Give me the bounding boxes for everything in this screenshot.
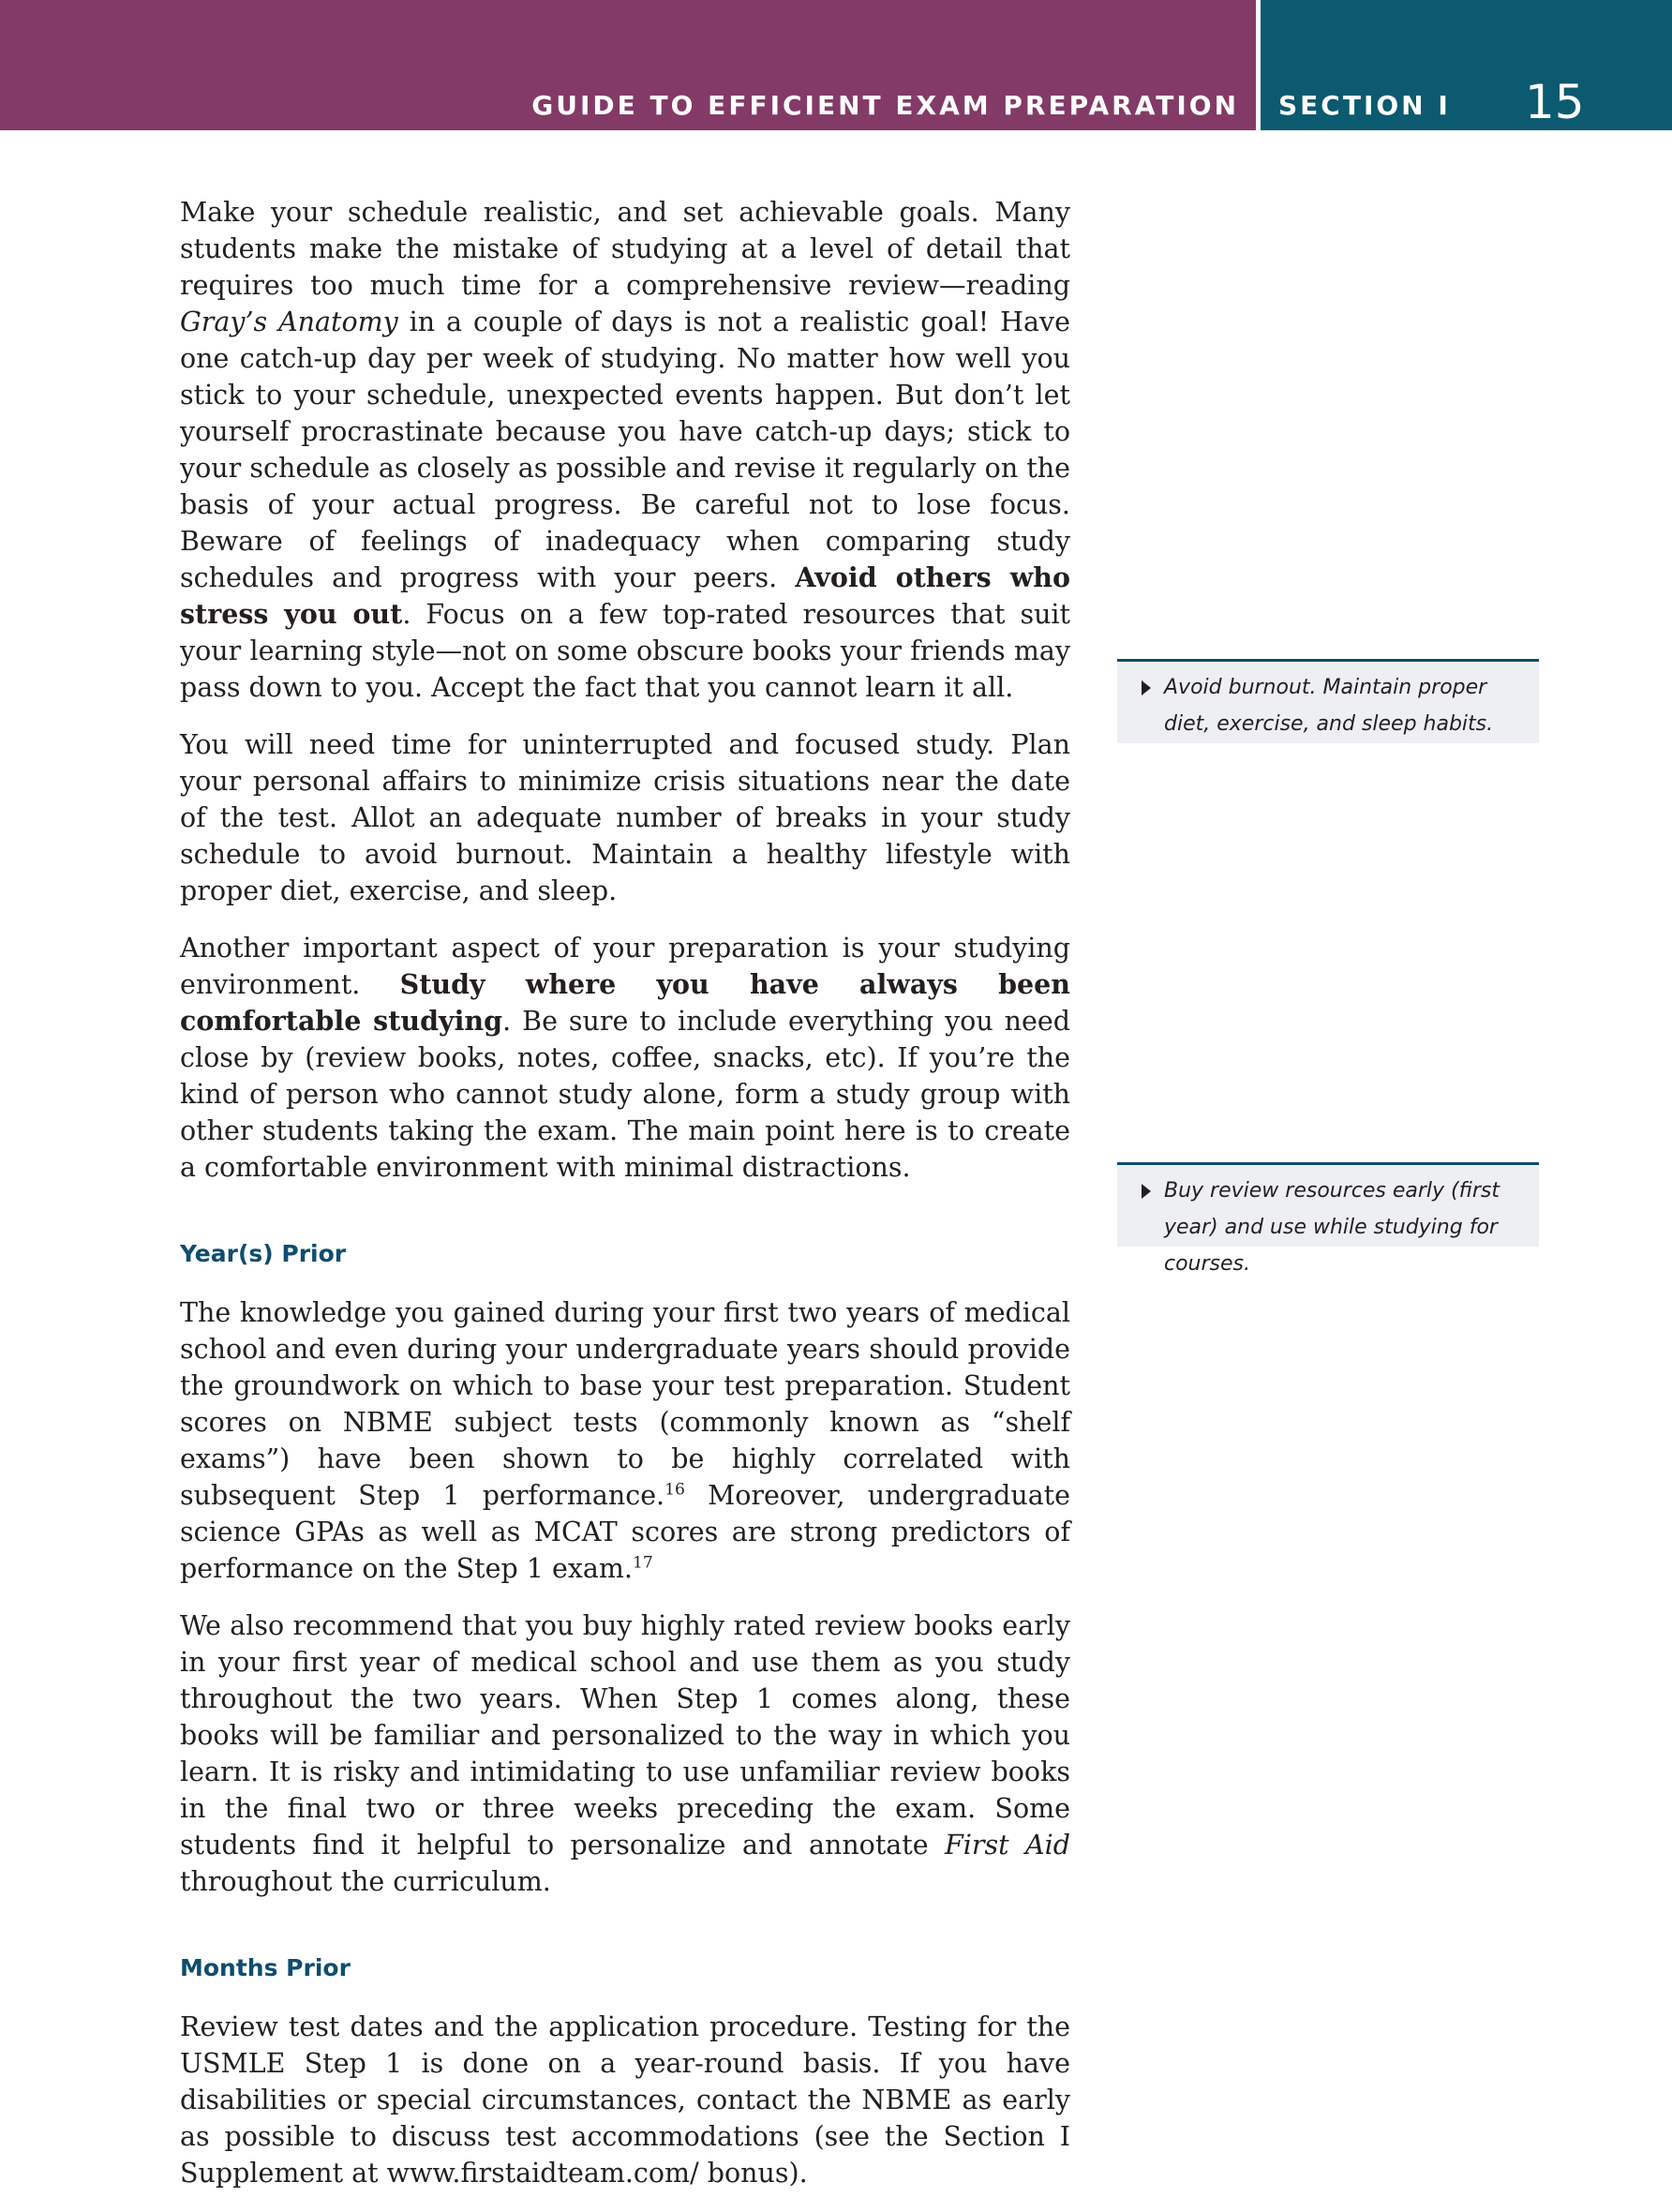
sidenote-avoid-burnout — [1117, 659, 1539, 743]
heading-months-prior: Months Prior — [180, 1954, 351, 1981]
main-text-column — [180, 194, 1070, 2212]
emphasis-avoid-others: Avoid others who stress you out — [180, 561, 1070, 630]
footnote-ref-16: 16 — [664, 1480, 685, 1500]
paragraph-schedule: Make your schedule realistic, and set achievable goals. Many students make the mistake of studying at a level of detail that requires too much time for a comprehensive review—reading Gray’s Anatomy in a couple of days is not a realistic goal! Have one catch-up day per week of studying. No matter how well you stick to your schedule, unexpected events happen. But don’t let yourself procrastinate because you have catch-up days; stick to your schedule as closely as possible and revise it regularly on the basis of your actual progress. Be careful not to lose focus. Beware of feelings of inadequacy when comparing study schedules and progress with your peers. Avoid others who stress you out. Focus on a few top-rated resources that suit your learning style—not on some obscure books your friends may pass down to you. Accept the fact that you cannot learn it all. — [180, 197, 1070, 703]
running-header-title: GUIDE TO EFFICIENT EXAM PREPARATION — [531, 90, 1239, 121]
running-header-section: SECTION I — [1278, 90, 1451, 121]
triangle-bullet-icon — [1142, 1184, 1151, 1199]
paragraph-review-books: We also recommend that you buy highly rated review books early in your first year of medical school and use them as you study throughout the two years. When Step 1 comes along, these books will be familiar and personalized to the way in which you learn. It is risky and intimidating to use unfamiliar review books in the final two or three weeks preceding the exam. Some students find it helpful to personalize and annotate First Aid throughout the curriculum. — [180, 1610, 1070, 1897]
paragraph-environment: Another important aspect of your preparation is your studying environment. Study where you have always been comfortable studying. Be sure to include everything you need close by (review books, notes, coffee, snacks, etc). If you’re the kind of person who cannot study alone, form a study group with other students taking the exam. The main point here is to create a comfortable environment with minimal distractions. — [180, 933, 1071, 1183]
heading-years-prior: Year(s) Prior — [180, 1240, 347, 1267]
paragraph-knowledge: The knowledge you gained during your first two years of medical school and even during your undergraduate years should provide the groundwork on which to base your test preparation. Student scores on NBME subject tests (commonly known as “shelf exams”) have been shown to be highly correlated with subsequent Step 1 performance.$^{16}$ Moreover, undergraduate science GPAs as well as MCAT scores are strong predictors of performance on the Step 1 exam.$^{17}$ — [180, 1297, 1070, 1584]
triangle-bullet-icon — [1142, 680, 1151, 695]
paragraph-test-dates: Review test dates and the application procedure. Testing for the USMLE Step 1 is done on a year-round basis. If you have disabilities or special circumstances, contact the NBME as early as possible to discuss test accommodations (see the Section I Supplement at www.firstaidteam.com/ bonus). — [180, 2011, 1070, 2189]
page-number: 15 — [1525, 75, 1585, 129]
footnote-ref-17: 17 — [632, 1553, 653, 1573]
emphasis-study-where: Study where you have always been comfortable studying — [180, 968, 1070, 1037]
sidenote-text: Buy review resources early (first year) and use while studying for courses. — [1164, 1179, 1500, 1276]
book-title-first-aid: First Aid — [945, 1830, 1070, 1861]
book-title-grays-anatomy: Gray’s Anatomy — [180, 306, 398, 337]
paragraph-focused-study: You will need time for uninterrupted and focused study. Plan your personal affairs to minimize crisis situations near the date of the test. Allot an adequate number of breaks in your study schedule to avoid burnout. Maintain a healthy lifestyle with proper diet, exercise, and sleep. — [180, 729, 1070, 906]
sidenote-text: Avoid burnout. Maintain proper diet, exercise, and sleep habits. — [1164, 676, 1494, 736]
sidenote-buy-resources — [1117, 1162, 1539, 1276]
